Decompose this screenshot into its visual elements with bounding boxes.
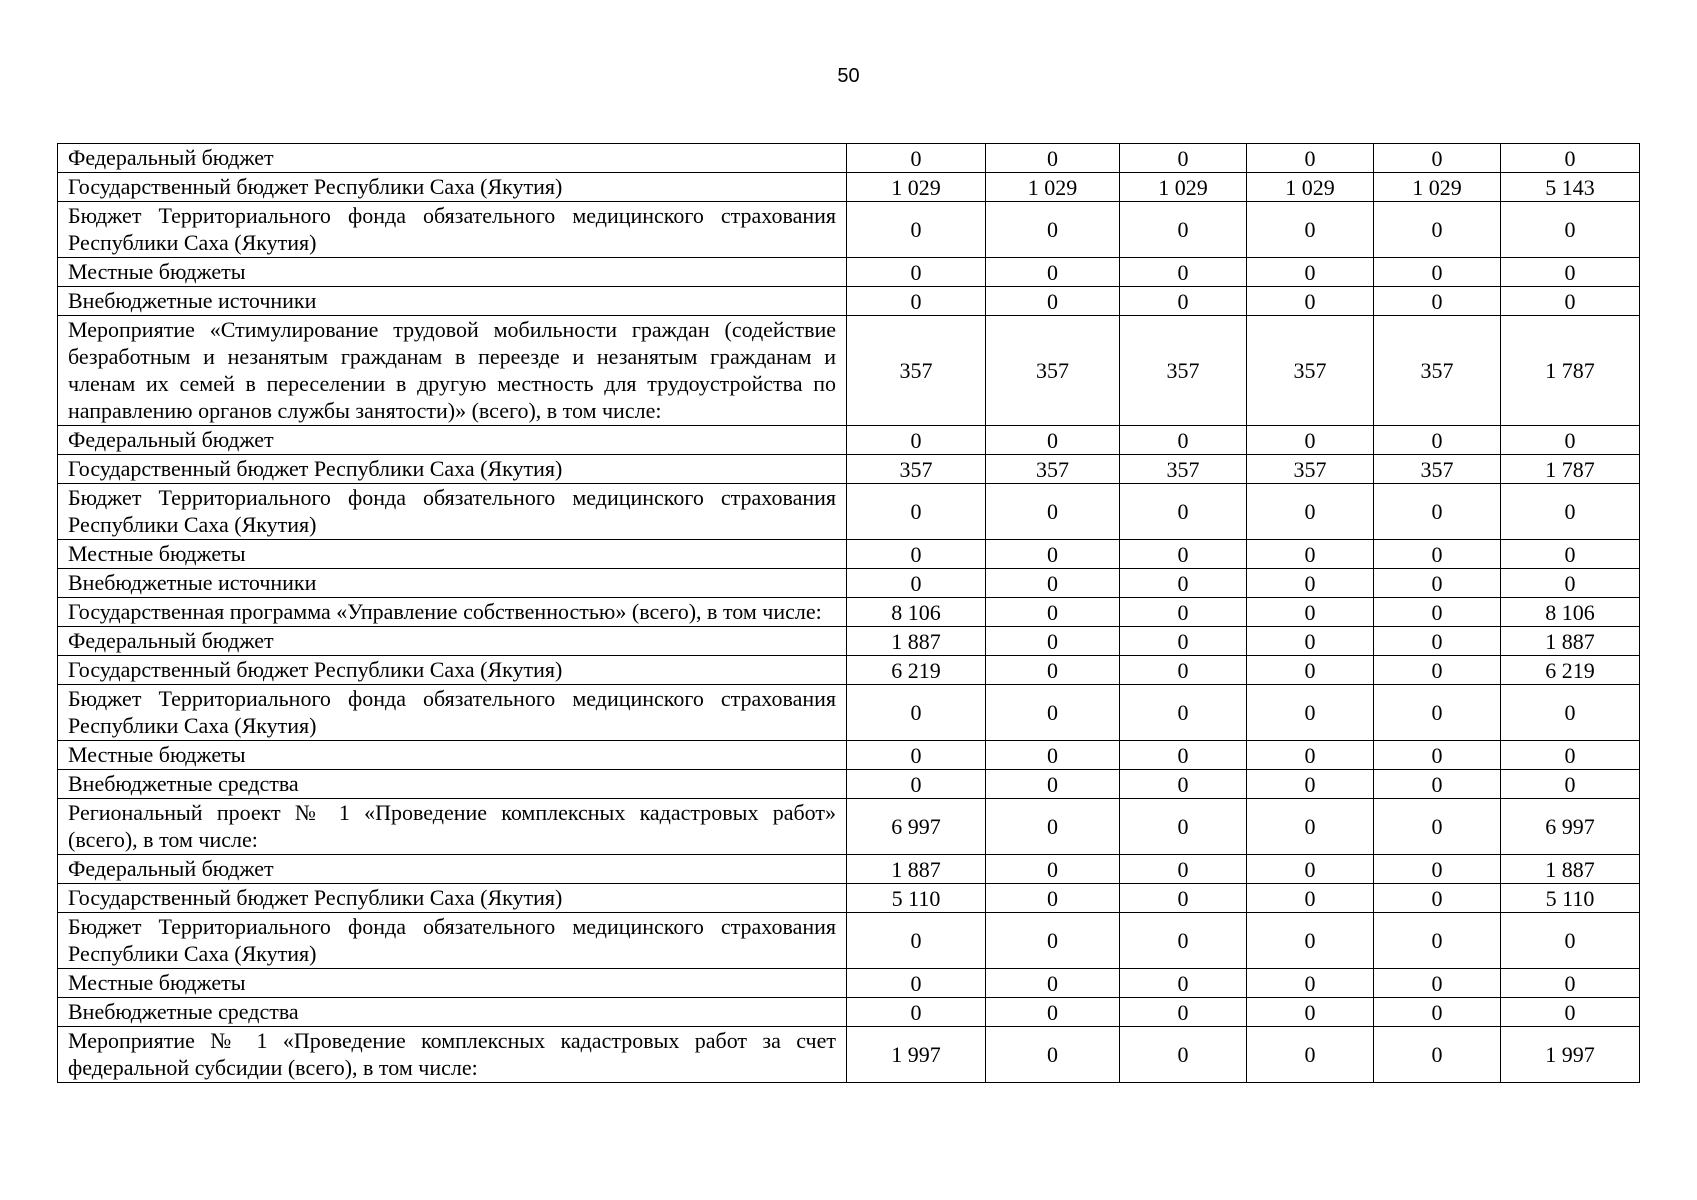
row-value-cell: 0 [1374, 741, 1501, 770]
row-value-cell: 0 [1120, 484, 1247, 540]
row-value-cell: 1 887 [847, 627, 986, 656]
row-value-cell: 1 029 [847, 173, 986, 202]
row-total-cell: 5 143 [1501, 173, 1640, 202]
row-total-cell: 0 [1501, 258, 1640, 287]
row-value-cell: 0 [1247, 258, 1374, 287]
row-label: Местные бюджеты [58, 969, 847, 998]
row-value-cell: 0 [847, 770, 986, 799]
row-value-cell: 0 [986, 770, 1120, 799]
table-row [58, 173, 1640, 202]
row-label: Местные бюджеты [58, 741, 847, 770]
row-value-cell: 0 [986, 656, 1120, 685]
row-value-cell: 0 [986, 426, 1120, 455]
table-row [58, 884, 1640, 913]
row-value-cell: 0 [1120, 799, 1247, 855]
row-label: Региональный проект № 1 «Проведение комплексных кадастровых работ» (всего), в том числе: [58, 799, 847, 855]
row-value-cell: 0 [986, 969, 1120, 998]
row-value-cell: 0 [1247, 656, 1374, 685]
row-value-cell: 0 [986, 569, 1120, 598]
row-label: Государственный бюджет Республики Саха (Якутия) [58, 173, 847, 202]
row-label: Внебюджетные средства [58, 998, 847, 1027]
row-value-cell: 0 [1374, 913, 1501, 969]
row-total-cell: 8 106 [1501, 598, 1640, 627]
row-total-cell: 0 [1501, 913, 1640, 969]
row-total-cell: 6 219 [1501, 656, 1640, 685]
row-label: Местные бюджеты [58, 258, 847, 287]
table-row [58, 426, 1640, 455]
row-label: Государственная программа «Управление собственностью» (всего), в том числе: [58, 598, 847, 627]
row-value-cell: 0 [986, 598, 1120, 627]
row-value-cell: 0 [1120, 913, 1247, 969]
row-value-cell: 0 [1120, 627, 1247, 656]
row-value-cell: 1 887 [847, 855, 986, 884]
table-row [58, 316, 1640, 426]
row-value-cell: 6 219 [847, 656, 986, 685]
table-row [58, 202, 1640, 258]
row-total-cell: 6 997 [1501, 799, 1640, 855]
row-value-cell: 0 [986, 202, 1120, 258]
row-value-cell: 357 [1120, 455, 1247, 484]
row-label: Государственный бюджет Республики Саха (Якутия) [58, 884, 847, 913]
row-total-cell: 0 [1501, 540, 1640, 569]
row-total-cell: 0 [1501, 144, 1640, 173]
row-value-cell: 0 [1247, 426, 1374, 455]
row-total-cell: 0 [1501, 969, 1640, 998]
table-row [58, 741, 1640, 770]
row-label: Бюджет Территориального фонда обязательного медицинского страхования Республики Саха (Якутия) [58, 685, 847, 741]
row-total-cell: 1 997 [1501, 1027, 1640, 1083]
table-row [58, 969, 1640, 998]
table-row [58, 627, 1640, 656]
row-value-cell: 0 [1374, 598, 1501, 627]
row-value-cell: 0 [847, 426, 986, 455]
row-value-cell: 0 [1247, 484, 1374, 540]
page-number: 50 [837, 65, 860, 87]
row-value-cell: 0 [986, 144, 1120, 173]
table-row [58, 287, 1640, 316]
row-total-cell: 1 887 [1501, 855, 1640, 884]
row-value-cell: 0 [1120, 1027, 1247, 1083]
row-label: Внебюджетные источники [58, 569, 847, 598]
row-label: Внебюджетные источники [58, 287, 847, 316]
row-value-cell: 1 029 [986, 173, 1120, 202]
row-value-cell: 0 [1374, 202, 1501, 258]
row-value-cell: 0 [847, 202, 986, 258]
row-value-cell: 0 [1247, 770, 1374, 799]
row-label: Федеральный бюджет [58, 426, 847, 455]
row-value-cell: 0 [1247, 1027, 1374, 1083]
table-row [58, 540, 1640, 569]
row-value-cell: 0 [986, 685, 1120, 741]
row-value-cell: 0 [1247, 998, 1374, 1027]
row-value-cell: 0 [847, 258, 986, 287]
row-value-cell: 0 [1120, 685, 1247, 741]
row-value-cell: 0 [986, 855, 1120, 884]
row-value-cell: 0 [1374, 770, 1501, 799]
row-total-cell: 0 [1501, 484, 1640, 540]
row-total-cell: 0 [1501, 426, 1640, 455]
row-label: Мероприятие «Стимулирование трудовой мобильности граждан (содействие безработным и незанятым гражданам в переезде и незанятым гражданам и членам их семей в переселении в другую местность для трудоустройства по направлению органов службы занятости)» (всего), в том числе: [58, 316, 847, 426]
row-value-cell: 0 [847, 998, 986, 1027]
row-value-cell: 0 [1374, 855, 1501, 884]
row-value-cell: 0 [986, 913, 1120, 969]
row-value-cell: 0 [1247, 540, 1374, 569]
row-value-cell: 357 [986, 455, 1120, 484]
row-label: Местные бюджеты [58, 540, 847, 569]
row-value-cell: 0 [1120, 656, 1247, 685]
row-value-cell: 0 [986, 540, 1120, 569]
row-value-cell: 1 997 [847, 1027, 986, 1083]
row-value-cell: 0 [847, 287, 986, 316]
row-label: Бюджет Территориального фонда обязательного медицинского страхования Республики Саха (Якутия) [58, 913, 847, 969]
row-value-cell: 0 [1247, 287, 1374, 316]
row-label: Федеральный бюджет [58, 627, 847, 656]
row-value-cell: 0 [1374, 969, 1501, 998]
row-value-cell: 357 [1120, 316, 1247, 426]
row-value-cell: 0 [1120, 144, 1247, 173]
row-label: Бюджет Территориального фонда обязательного медицинского страхования Республики Саха (Якутия) [58, 202, 847, 258]
row-label: Бюджет Территориального фонда обязательного медицинского страхования Республики Саха (Якутия) [58, 484, 847, 540]
budget-table-body [58, 144, 1640, 1083]
row-value-cell: 0 [847, 741, 986, 770]
table-row [58, 685, 1640, 741]
row-value-cell: 0 [1374, 627, 1501, 656]
row-value-cell: 0 [847, 540, 986, 569]
row-value-cell: 357 [1247, 455, 1374, 484]
row-value-cell: 0 [1374, 998, 1501, 1027]
row-value-cell: 0 [1247, 202, 1374, 258]
row-value-cell: 0 [1120, 855, 1247, 884]
row-value-cell: 0 [847, 569, 986, 598]
row-value-cell: 0 [1374, 656, 1501, 685]
row-value-cell: 357 [1374, 316, 1501, 426]
row-total-cell: 5 110 [1501, 884, 1640, 913]
row-total-cell: 0 [1501, 998, 1640, 1027]
row-value-cell: 0 [1374, 287, 1501, 316]
row-total-cell: 0 [1501, 770, 1640, 799]
row-value-cell: 0 [1247, 855, 1374, 884]
row-total-cell: 0 [1501, 741, 1640, 770]
budget-table [57, 143, 1640, 1083]
row-value-cell: 0 [1120, 969, 1247, 998]
row-label: Федеральный бюджет [58, 144, 847, 173]
table-row [58, 1027, 1640, 1083]
row-value-cell: 0 [1247, 799, 1374, 855]
row-label: Федеральный бюджет [58, 855, 847, 884]
row-value-cell: 0 [1374, 426, 1501, 455]
row-value-cell: 0 [986, 741, 1120, 770]
table-row [58, 569, 1640, 598]
row-label: Государственный бюджет Республики Саха (Якутия) [58, 455, 847, 484]
row-value-cell: 0 [1247, 685, 1374, 741]
row-value-cell: 0 [1247, 627, 1374, 656]
row-value-cell: 357 [1374, 455, 1501, 484]
row-value-cell: 0 [1247, 884, 1374, 913]
row-total-cell: 0 [1501, 202, 1640, 258]
row-value-cell: 0 [1120, 884, 1247, 913]
row-value-cell: 0 [1374, 884, 1501, 913]
row-value-cell: 0 [1247, 598, 1374, 627]
row-value-cell: 0 [986, 627, 1120, 656]
row-value-cell: 357 [847, 316, 986, 426]
row-value-cell: 5 110 [847, 884, 986, 913]
row-value-cell: 0 [1120, 202, 1247, 258]
table-row [58, 258, 1640, 287]
row-label: Внебюджетные средства [58, 770, 847, 799]
row-value-cell: 0 [847, 144, 986, 173]
row-label: Мероприятие № 1 «Проведение комплексных кадастровых работ за счет федеральной субсидии (всего), в том числе: [58, 1027, 847, 1083]
row-value-cell: 0 [986, 287, 1120, 316]
row-value-cell: 0 [847, 484, 986, 540]
row-value-cell: 0 [847, 969, 986, 998]
row-value-cell: 0 [1374, 685, 1501, 741]
row-value-cell: 357 [1247, 316, 1374, 426]
row-total-cell: 1 787 [1501, 455, 1640, 484]
row-value-cell: 0 [847, 685, 986, 741]
row-value-cell: 0 [1120, 598, 1247, 627]
row-value-cell: 0 [986, 484, 1120, 540]
row-value-cell: 0 [1120, 770, 1247, 799]
row-value-cell: 0 [1374, 799, 1501, 855]
row-value-cell: 0 [986, 1027, 1120, 1083]
row-value-cell: 0 [1374, 144, 1501, 173]
table-row [58, 913, 1640, 969]
table-row [58, 799, 1640, 855]
row-value-cell: 0 [1374, 540, 1501, 569]
row-value-cell: 0 [1120, 426, 1247, 455]
table-row [58, 484, 1640, 540]
row-value-cell: 0 [1120, 258, 1247, 287]
row-total-cell: 1 787 [1501, 316, 1640, 426]
table-row [58, 144, 1640, 173]
row-value-cell: 1 029 [1374, 173, 1501, 202]
row-value-cell: 0 [1120, 287, 1247, 316]
row-value-cell: 0 [1374, 258, 1501, 287]
row-value-cell: 357 [986, 316, 1120, 426]
row-total-cell: 0 [1501, 287, 1640, 316]
row-value-cell: 0 [1247, 913, 1374, 969]
row-value-cell: 6 997 [847, 799, 986, 855]
row-value-cell: 0 [1247, 741, 1374, 770]
row-value-cell: 0 [1120, 540, 1247, 569]
table-row [58, 998, 1640, 1027]
row-value-cell: 0 [1247, 144, 1374, 173]
table-row [58, 770, 1640, 799]
row-value-cell: 0 [1120, 569, 1247, 598]
row-label: Государственный бюджет Республики Саха (Якутия) [58, 656, 847, 685]
row-value-cell: 0 [1374, 1027, 1501, 1083]
row-total-cell: 1 887 [1501, 627, 1640, 656]
table-row [58, 455, 1640, 484]
table-row [58, 656, 1640, 685]
row-value-cell: 0 [986, 799, 1120, 855]
row-total-cell: 0 [1501, 685, 1640, 741]
table-row [58, 598, 1640, 627]
row-value-cell: 1 029 [1247, 173, 1374, 202]
row-value-cell: 0 [1374, 484, 1501, 540]
row-value-cell: 357 [847, 455, 986, 484]
row-value-cell: 1 029 [1120, 173, 1247, 202]
row-value-cell: 0 [1120, 998, 1247, 1027]
row-value-cell: 0 [1247, 569, 1374, 598]
row-value-cell: 0 [1120, 741, 1247, 770]
row-value-cell: 0 [1247, 969, 1374, 998]
row-value-cell: 8 106 [847, 598, 986, 627]
row-value-cell: 0 [1374, 569, 1501, 598]
table-row [58, 855, 1640, 884]
row-value-cell: 0 [986, 258, 1120, 287]
row-value-cell: 0 [986, 998, 1120, 1027]
row-total-cell: 0 [1501, 569, 1640, 598]
row-value-cell: 0 [986, 884, 1120, 913]
row-value-cell: 0 [847, 913, 986, 969]
